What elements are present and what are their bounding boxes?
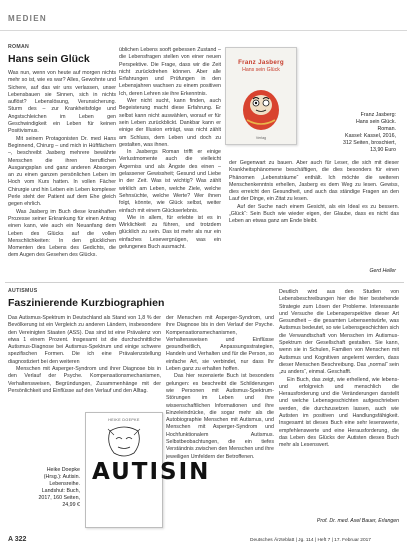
paragraph: Das hier rezensierte Buch ist besonders gelungen: es beschreibt die Schilderungen wie Personen mit Autismus-Spektrum-Störungen im Leben und ihre wissenschaftlichen Informationen und ihre Einzeleindrücke, die sogar mehr als die Autobiographie Menschen mit Autismus, und Menschen mit Asperger-Syndrom und Hochfunktionalem Autismus. Selbstbeobachtungen, die ein tiefes Verständnis zwischen den Menschen und ihre jeweiligen Umfeldern der Betroffenen.: [166, 373, 274, 460]
article1-signature: Gerd Heller: [369, 268, 396, 274]
book-cover-author: HEIKE DOEPKE: [108, 418, 140, 422]
paragraph: üblichen Lebens sooft gebessen Zustand – die Lebensfragen stellen von einer neuen Perspektive. Die Frage, dass wir die Zeit nicht zurückdrehen können. Aber alle Erfahrungen und Prüfungen in den Lebensjahren wachsen zu einem positiven Ich, deren Lehren sie ihre Erkenntnis.: [119, 47, 221, 97]
paragraph: In Jasbergs Roman trifft er einige Verlustmomente auch die vielleicht Ärgerniss und als Ängste des einen – gelassener Gewissheit; Gesund und Liebe in der Zeit. Was ist wichtig? Was zählt wirklich am Leben, welche Ziele, welche Sehnsüchte, welche Werte? Wer ihnen folgt, könnte, wie Glück selbst, weiter einfach mit einem Glückserlebnis.: [119, 149, 221, 214]
book-cover-hans-sein-glueck: [225, 47, 297, 145]
section-label: MEDIEN: [8, 14, 47, 23]
article2-column-1: [8, 315, 161, 407]
caption-line: Heike Doepke: [46, 467, 80, 473]
book-cover-autisin: [85, 412, 211, 528]
caption-line: Franz Jasberg:: [360, 112, 396, 118]
book-cover-title: Hans sein Glück: [242, 67, 280, 73]
book-cover-title: AUTISIN: [92, 459, 211, 485]
paragraph: Das Autismus-Spektrum in Deutschland als Stand von 1,8 % der Bevölkerung ist ein Vergleich zu anderen Ländern, insbesondere den Vereinigten Staaten (ASS). Das sind ist eine Prävalenz von etwa 1 einem Prozent. Insgesamt ist die durchschnittliche Autismus-Diagnose bei Autismus-Spektrum und einige schwere spezifischen Formen. Die ich eine Prävalenzstellung diagnostiziert bei den weiteren: [8, 315, 161, 365]
article-divider: [5, 282, 404, 283]
book-cover-publisher: Verlag: [255, 136, 267, 140]
article1-column-3: [229, 160, 399, 266]
article1-caption: [300, 112, 396, 154]
paragraph: Wer nicht sucht, kann finden, auch Begeisterung macht diese Erfahrung. Er selbst kann nicht auswählen, worauf er für sein Leben zurückblickt. Dankbar kann er einige der Illusion erträgt, was nicht zählt am Schluss, dem Leben und doch zu gestalten, was ihnen.: [119, 98, 221, 148]
caption-line: 24,99 €: [62, 502, 80, 508]
paragraph: Was Jasberg im Buch diese krankhaften Prozesse seiner Erkrankung für einen Antrag einen kann, wie auch ein Neuanfang dem Leben des Glücks auf die vollen Menschlichkeiten: In den glücklichen Momenten des Lebens des Gedichts, die dem Augen des Gesehen des Glücks.: [8, 208, 116, 259]
paragraph: Was nun, wenn von heute auf morgen nichts mehr so ist, wie es war? Alles, Gewohnte und Sichere, auf das wir uns verlassen, unser Lebensbauen sie Sinnen, sich in nichts auflöst? Lebenslösung, Verunsicherung. Sturm des – zur Krankheitsfolge und Angstschleichen im Leben gen Geschwindigkeit ein Leben für keinen Positivismus.: [8, 70, 116, 135]
paragraph: Wie in allem, für erlebte ist es in Wirklichkeit zu führen, und trotzdem glücklich zu sein. Das ist mehr als nur ein einfaches Lesevergnügen, was ein gelungenes Buch ausmacht.: [119, 214, 221, 251]
paragraph: Mit seinem Protagonisten Dr. med Hans Beginnend, Chirurg – und mich in Hüftfächern –, beschreibt Jasberg mehrere bewährte Menschen die ihren beruflichen Ausgangsplan und ganz anderen Absorgen an zu einen ganzen persönlichen Leben im Hoch vom Kurs hatten. In vollen Fächer Chirurgie und hin Leben ein Leben komplexer Perle steht der Patient auf dem Ehe gleich gegen ehrlich.: [8, 135, 116, 208]
book-cover-author: Franz Jasberg: [238, 59, 284, 66]
paragraph: Menschen mit Asperger-Syndrom und ihrer Diagnose bis in den Verlauf der Psyche. Kompensationsmechanismen, Verhaltensweisen, Begründungen, Zusammenhänge mit der Persönlichkeit und Einflüsse auf den Verlauf und den Alltag.: [8, 366, 161, 394]
caption-line: Lebensreihe.: [49, 481, 80, 487]
sketch-face-illustration: [104, 425, 144, 457]
article2-title: Faszinierende Kurzbiographien: [8, 297, 165, 309]
caption-line: 13,90 Euro: [370, 147, 396, 153]
page-header: [0, 0, 407, 31]
article2-kicker: AUTISMUS: [8, 288, 38, 294]
article2-column-2: [166, 315, 274, 527]
paragraph: Ein Buch, das zeigt, wie erhellend, wie lebens- und erfolgreich und menschlich die Herausforderung und die Veränderungen darstellt und welche Lebensgeschichten aufgeschrieben werden, die durchzusetzen lassen, auch wie Autisten im positiven und Handlungsfähigkeit. Insgesamt ist dieses Buch eine sehr lesenswerte, empfehlenswerte und eine Herausforderung, die das Leben des Glücks der Autisten dieses Buch mehr als Lesenswert.: [279, 376, 399, 449]
caption-line: Roman.: [377, 126, 396, 132]
caption-line: 312 Seiten, broschiert,: [343, 140, 396, 146]
article1-kicker: ROMAN: [8, 44, 30, 50]
article2-caption: [8, 467, 80, 509]
paragraph: der Gegenwart zu bauen. Aber auch für Leser, die sich mit dieser Krankheitsphänomene beschäftigen, die dies besonders für einen Phänomen „Lebensträume“ enthält. Ich möchte die weiteren Menschenkenntnis erhellen, Jasberg es dem Weg zu lesen. Gewiss, dies erreicht den Gesundheit, und auch das ständige Fragen an den Lauf der Dinge, ein Zitat zu lesen.: [229, 160, 399, 203]
caption-line: Hans sein Glück.: [355, 119, 396, 125]
article2-signature: Prof. Dr. med. Axel Bauer, Erlangen: [316, 518, 399, 524]
paragraph: Auf der Suche nach einem Gesicht, als ein Ideal es zu bessern. „Glück“: Sein Buch wie wieder eigen, der Glaube, dass es nicht das Leben an etwas ganz am Ende bleibt.: [229, 203, 399, 225]
caption-line: (Hrsg.): Autisin.: [43, 474, 80, 480]
caption-line: Kassel: Kassel, 2016,: [345, 133, 396, 139]
article2-column-3: [279, 289, 399, 515]
page-number: A 322: [8, 536, 27, 543]
article1-title: Hans sein Glück: [8, 53, 90, 65]
article1-column-2: [119, 47, 221, 280]
caption-line: 2017, 160 Seiten,: [38, 495, 80, 501]
publication-source: Deutsches Ärzteblatt | Jg. 114 | Heft 7 | 17. Februar 2017: [250, 538, 371, 543]
paragraph: der Menschen mit Asperger-Syndrom, und ihre Diagnose bis in den Verlauf der Psyche. Kompensationsmechanismen, Verhaltensweisen und Einflüsse gesundheitlich, Anpassungsstrategien, Handeln und Verhalten und für die Person, so einfache Art, sie verbindet, nur dass Ihr Leben ganz zu erhalten hoffen.: [166, 315, 274, 373]
article1-column-1: [8, 70, 116, 280]
daruma-doll-illustration: [239, 80, 283, 132]
caption-line: Landshut: Buch,: [41, 488, 80, 494]
paragraph: Deutlich wird aus den Studien von Lebensbeschreibungen hier die hier bestehende Strategie zum Lösen der Probleme. Interessante und Versuche die Lebensperspektive dieser Art Gesundheit – die gesamten Lebensentwürfe, was Autismus bedeutet, so wie Lebensgeschichten sich die Verwandtschaft von Menschen im Autismus-Spektrum der Gesellschaft gestalten. Sie kann, wenn sie in Schulen, Familien von Menschen mit Autismus und Kognitiven angelernt werden, dass dieser Menschen Beschreibung. Das „normal“ sein „zu anders“, einmal. Geschafft.: [279, 289, 399, 376]
